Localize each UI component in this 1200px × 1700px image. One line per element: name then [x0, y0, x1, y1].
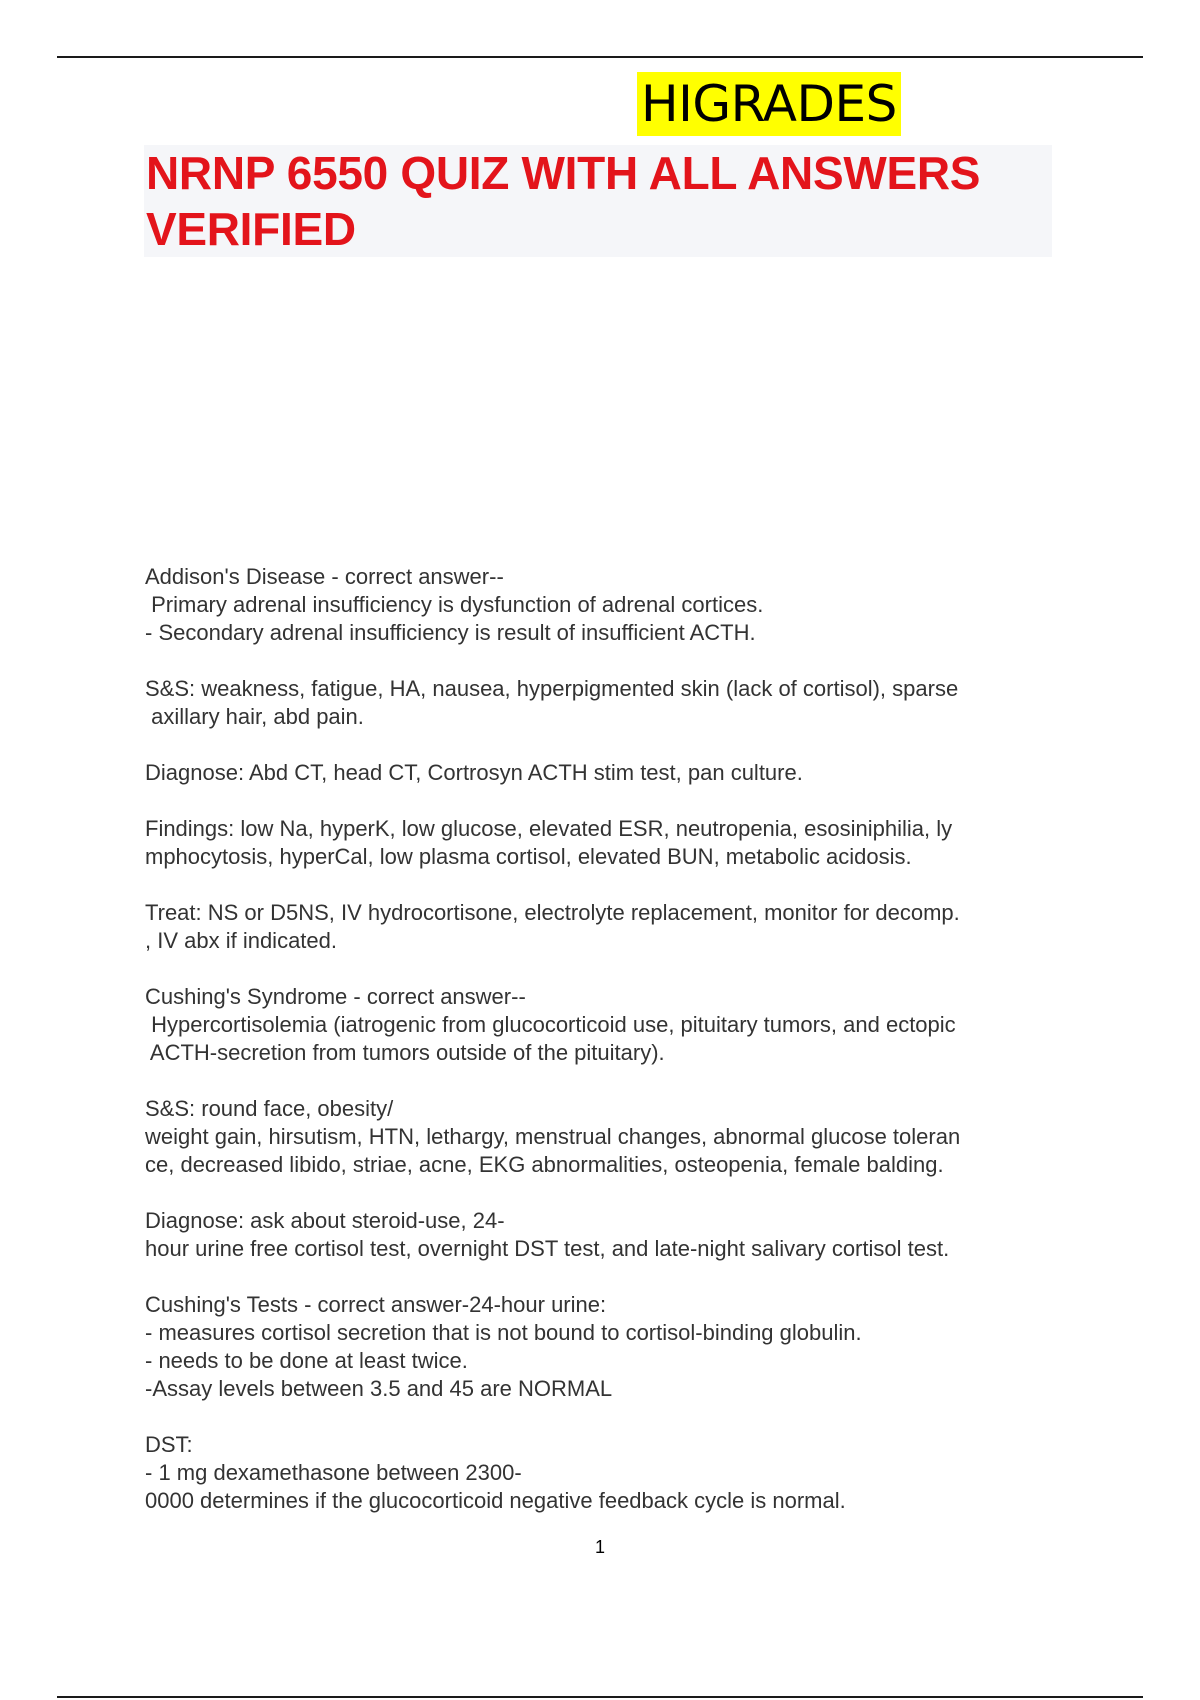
- paragraph: Addison's Disease - correct answer-- Primary adrenal insufficiency is dysfunction of adrenal cortices. - Secondary adrenal insufficiency is result of insufficient ACTH.: [145, 564, 764, 645]
- paragraph: DST: - 1 mg dexamethasone between 2300- 0000 determines if the glucocorticoid negative feedback cycle is normal.: [145, 1432, 846, 1513]
- bottom-rule: [57, 1696, 1143, 1698]
- title-block: [144, 145, 1052, 257]
- paragraph: Diagnose: Abd CT, head CT, Cortrosyn ACTH stim test, pan culture.: [145, 760, 803, 785]
- document-title: NRNP 6550 QUIZ WITH ALL ANSWERS VERIFIED: [146, 147, 981, 255]
- top-rule: [57, 56, 1143, 58]
- document-body: [145, 563, 1085, 1543]
- paragraph: Cushing's Tests - correct answer-24-hour urine: - measures cortisol secretion that is not bound to cortisol-binding globulin. - needs to be done at least twice. -Assay levels between 3.5 and 45 are NORMAL: [145, 1292, 862, 1401]
- page-number: 1: [594, 1537, 605, 1557]
- paragraph: Diagnose: ask about steroid-use, 24- hour urine free cortisol test, overnight DST test, and late-night salivary cortisol test.: [145, 1208, 950, 1261]
- paragraph: Treat: NS or D5NS, IV hydrocortisone, electrolyte replacement, monitor for decomp. , IV abx if indicated.: [145, 900, 960, 953]
- brand-logo: HIGRADES: [637, 72, 901, 136]
- paragraph: S&S: weakness, fatigue, HA, nausea, hyperpigmented skin (lack of cortisol), sparse axillary hair, abd pain.: [145, 676, 959, 729]
- paragraph: Cushing's Syndrome - correct answer-- Hypercortisolemia (iatrogenic from glucocorticoid use, pituitary tumors, and ectopic ACTH-secretion from tumors outside of the pituitary).: [145, 984, 956, 1065]
- paragraph: S&S: round face, obesity/ weight gain, hirsutism, HTN, lethargy, menstrual changes, abnormal glucose toleran ce, decreased libido, striae, acne, EKG abnormalities, osteopenia, female balding.: [145, 1096, 961, 1177]
- paragraph: Findings: low Na, hyperK, low glucose, elevated ESR, neutropenia, esosiniphilia, ly mphocytosis, hyperCal, low plasma cortisol, elevated BUN, metabolic acidosis.: [145, 816, 953, 869]
